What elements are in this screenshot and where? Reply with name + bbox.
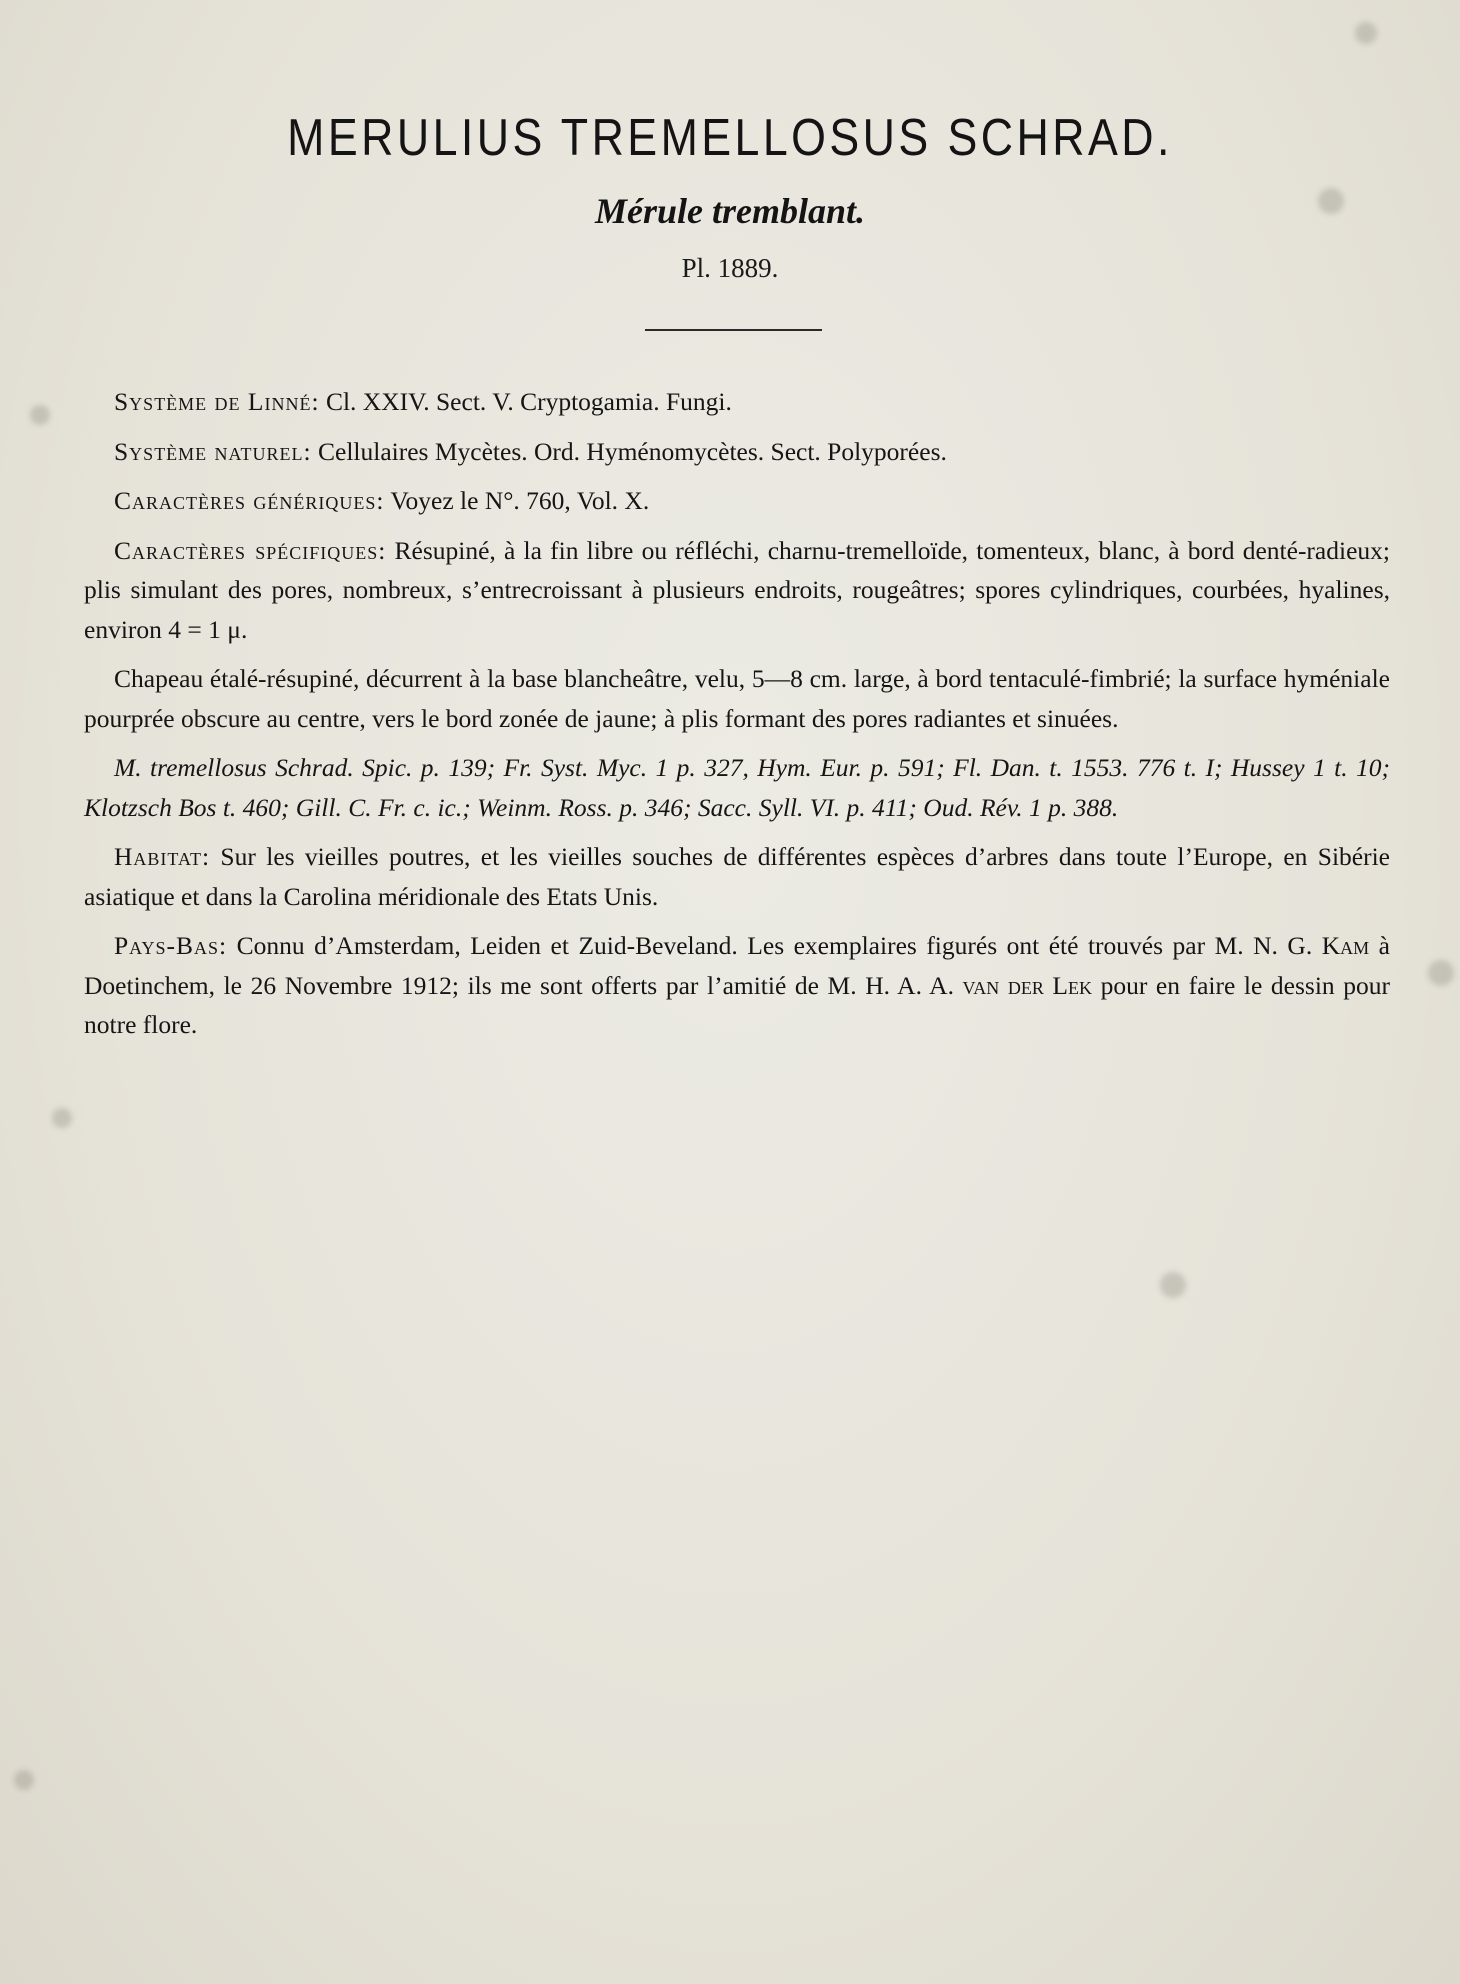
section-text: Cl. XXIV. Sect. V. Cryptogamia. Fungi. [319, 387, 732, 416]
person-name: Kam [1321, 931, 1370, 960]
stain-spot [1160, 1272, 1186, 1298]
section-text: à Doetinchem, le 26 Novembre 1912; ils me sont offerts par l’amitié de M. H. A. A. [84, 931, 1390, 1000]
person-name: van der Lek [962, 970, 1092, 1000]
paragraph-caracteres-generiques [84, 481, 1390, 521]
section-text: Sur les vieilles poutres, et les vieilles souches de différentes espèces d’arbres dans toute l’Europe, en Sibérie asiatique et dans la Carolina méridionale des Etats Unis. [84, 842, 1390, 911]
section-text: Chapeau étalé-résupiné, décurrent à la base blancheâtre, velu, 5—8 cm. large, à bord tentaculé-fimbrié; la surface hyméniale pourprée obscure au centre, vers le bord zonée de jaune; à plis formant des pores radiantes et sinuées. [84, 664, 1390, 733]
stain-spot [52, 1108, 72, 1128]
stain-spot [1355, 22, 1377, 44]
section-text: Résupiné, à la fin libre ou réfléchi, charnu-tremelloïde, tomenteux, blanc, à bord denté-radieux; plis simulant des pores, nombreux, s’entrecroissant à plusieurs endroits, rougeâtres; spores cylindriques, courbées, hyalines, environ 4 = 1 μ. [84, 535, 1390, 644]
section-label: Système naturel: [114, 436, 312, 466]
plate-number: Pl. 1889. [681, 253, 779, 283]
section-label: Caractères spécifiques: [114, 535, 387, 565]
section-label: Habitat: [114, 842, 211, 871]
section-text: Connu d’Amsterdam, Leiden et Zuid-Beveland. Les exemplaires figurés ont été trouvés par M. N. G. [227, 931, 1322, 960]
page-subtitle: Mérule tremblant. [594, 191, 866, 231]
page-title: MERULIUS TREMELLOSUS SCHRAD. [287, 109, 1173, 167]
divider-rule [645, 329, 822, 331]
paragraph-references [84, 748, 1390, 827]
section-text: M. tremellosus Schrad. Spic. p. 139; Fr. Syst. Myc. 1 p. 327, Hym. Eur. p. 591; Fl. Dan. t. 1553. 776 t. I; Hussey 1 t. 10; Klotzsch Bos t. 460; Gill. C. Fr. c. ic.; Weinm. Ross. p. 346; Sacc. Syll. VI. p. 411; Oud. Rév. 1 p. 388. [84, 753, 1390, 822]
paragraph-pays-bas [84, 926, 1390, 1045]
section-label: Caractères génériques: [114, 486, 385, 515]
section-text: pour en faire le dessin pour notre flore. [84, 970, 1390, 1039]
stain-spot [1428, 960, 1454, 986]
paragraph-systeme-naturel [84, 432, 1390, 472]
section-text: Voyez le N°. 760, Vol. X. [384, 486, 650, 515]
paragraph-chapeau [84, 659, 1390, 738]
section-label: Pays-Bas: [114, 931, 228, 960]
section-text: Cellulaires Mycètes. Ord. Hyménomycètes. Sect. Polyporées. [311, 436, 947, 466]
paragraph-caracteres-specifiques [84, 531, 1390, 650]
paragraph-systeme-linne [84, 382, 1390, 422]
document-body [84, 382, 1390, 1055]
stain-spot [14, 1770, 34, 1790]
paragraph-habitat [84, 837, 1390, 916]
stain-spot [30, 405, 50, 425]
section-label: Système de Linné: [114, 387, 320, 416]
